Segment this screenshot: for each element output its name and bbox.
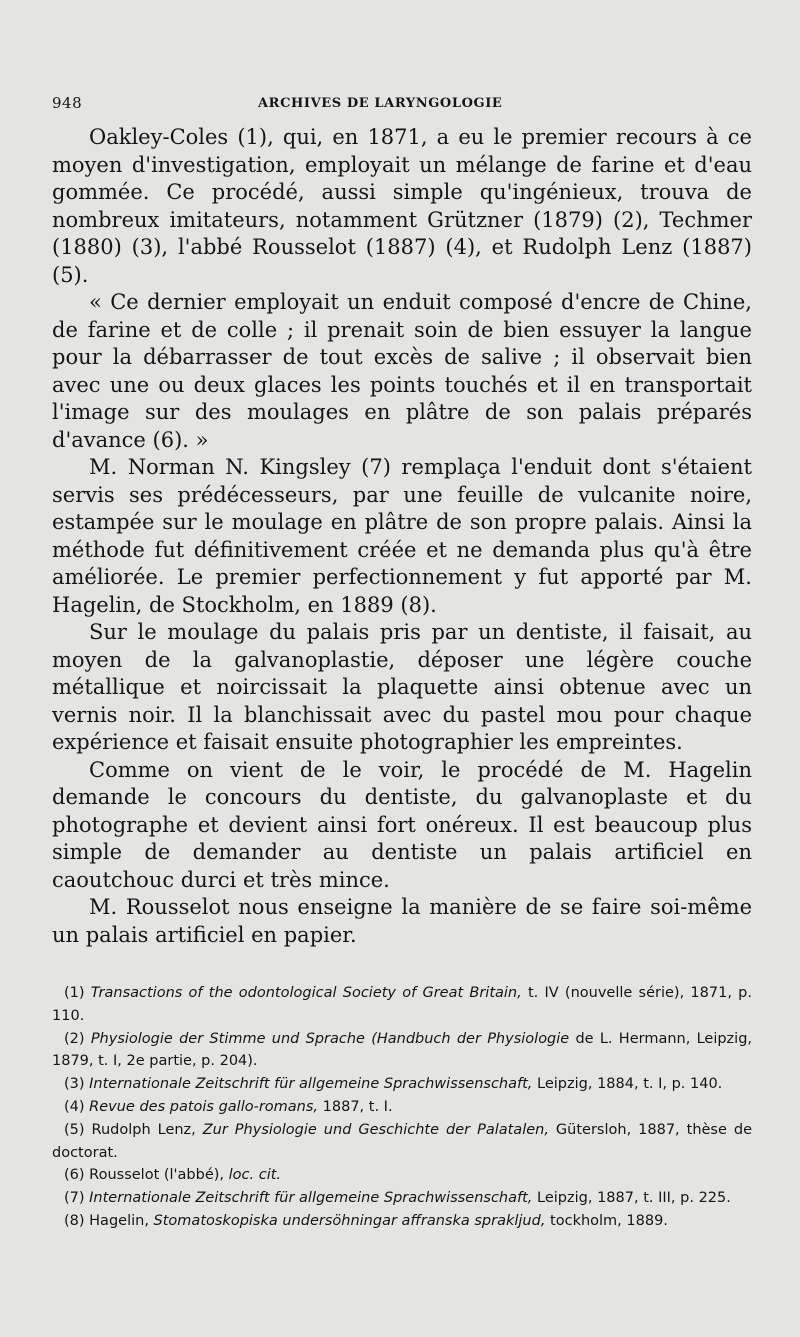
footnote-title: Physiologie der Stimme und Sprache (Handbuch der Physiologie [90,1030,570,1047]
footnote-title: Internationale Zeitschrift für allgemeine Sprachwissenschaft, [89,1190,533,1207]
footnote-details: t. IV (nouvelle série), 1871, p. 110. [52,985,752,1024]
footnote-number: (5) [64,1121,85,1138]
footnote-title: Revue des patois gallo-romans, [89,1098,319,1115]
footnote-title: Transactions of the odontological Society of Great Britain, [90,985,522,1001]
footnote-title: Stomatoskopiska undersöhningar affranska sprakljud, [153,1212,546,1229]
footnote-title: loc. cit. [228,1167,282,1184]
page-number: 948 [52,94,83,112]
footnote-details: de L. Hermann, Leipzig, 1879, t. I, 2e partie, p. 204). [52,1030,753,1070]
footnote [52,1073,752,1096]
footnote-number: (2) [64,1030,85,1047]
footnote-details: 1887, t. I. [318,1098,393,1115]
paragraph: Sur le moulage du palais pris par un dentiste, il faisait, au moyen de la galvanoplastie, déposer une légère couche métallique et noircissait la plaquette ainsi obtenue avec un vernis noir. Il la blanchissait avec du pastel mou pour chaque expérience et faisait ensuite photographier les empreintes. [52,620,752,754]
footnote-title: Internationale Zeitschrift für allgemeine Sprachwissenschaft, [89,1076,533,1093]
paragraph: Comme on vient de le voir, le procédé de M. Hagelin demande le concours du dentiste, du galvanoplaste et du photographe et devient ainsi fort onéreux. Il est beaucoup plus simple de demander au dentiste un palais artificiel en caoutchouc durci et très mince. [52,757,752,892]
footnote-number: (8) [64,1212,85,1229]
running-title: ARCHIVES DE LARYNGOLOGIE [258,96,503,111]
paragraph: Oakley-Coles (1), qui, en 1871, a eu le premier recours à ce moyen d'investigation, employait un mélange de farine et d'eau gommée. Ce procédé, aussi simple qu'ingénieux, trouva de nombreux imitateurs, notamment Grützner (1879) (2), Techmer (1880) (3), l'abbé Rousselot (1887) (4), et Rudolph Lenz (1887) (5). [52,125,752,287]
footnote-author: Rousselot (l'abbé), [89,1167,229,1184]
footnote-number: (1) [64,985,85,1001]
footnote [52,1187,752,1210]
footnote [52,1210,752,1233]
footnote-author: Rudolph Lenz, [91,1121,203,1138]
footnote-number: (3) [64,1076,85,1093]
footnote-number: (6) [64,1167,85,1184]
paragraph: M. Rousselot nous enseigne la manière de se faire soi-même un palais artificiel en papier. [52,895,752,947]
footnote-number: (7) [64,1190,85,1207]
footnote [52,1028,752,1074]
footnote-details: Leipzig, 1884, t. I, p. 140. [532,1076,723,1093]
footnote-details: tockholm, 1889. [545,1212,668,1229]
footnote [52,982,752,1028]
paragraph: M. Norman N. Kingsley (7) remplaça l'enduit dont s'étaient servis ses prédécesseurs, par une feuille de vulcanite noire, estampée sur le moulage en plâtre de son propre palais. Ainsi la méthode fut définitivement créée et ne demanda plus qu'à être améliorée. Le premier perfectionnement y fut apporté par M. Hagelin, de Stockholm, en 1889 (8). [52,455,752,617]
body-text [52,124,752,949]
footnote [52,1096,752,1119]
footnote [52,1119,752,1165]
footnote-author: Hagelin, [89,1212,154,1229]
paragraph: « Ce dernier employait un enduit composé d'encre de Chine, de farine et de colle ; il prenait soin de bien essuyer la langue pour la débarrasser de tout excès de salive ; il observait bien avec une ou deux glaces les points touchés et il en transportait l'image sur des moulages en plâtre de son palais préparés d'avance (6). » [52,290,752,452]
footnote [52,1164,752,1187]
footnote-details: Gütersloh, 1887, thèse de doctorat. [52,1121,753,1161]
footnote-details: Leipzig, 1887, t. III, p. 225. [532,1190,731,1207]
page-header [52,94,752,118]
footnote-number: (4) [64,1098,85,1115]
footnote-title: Zur Physiologie und Geschichte der Palatalen, [202,1121,549,1138]
footnotes [52,982,752,1233]
